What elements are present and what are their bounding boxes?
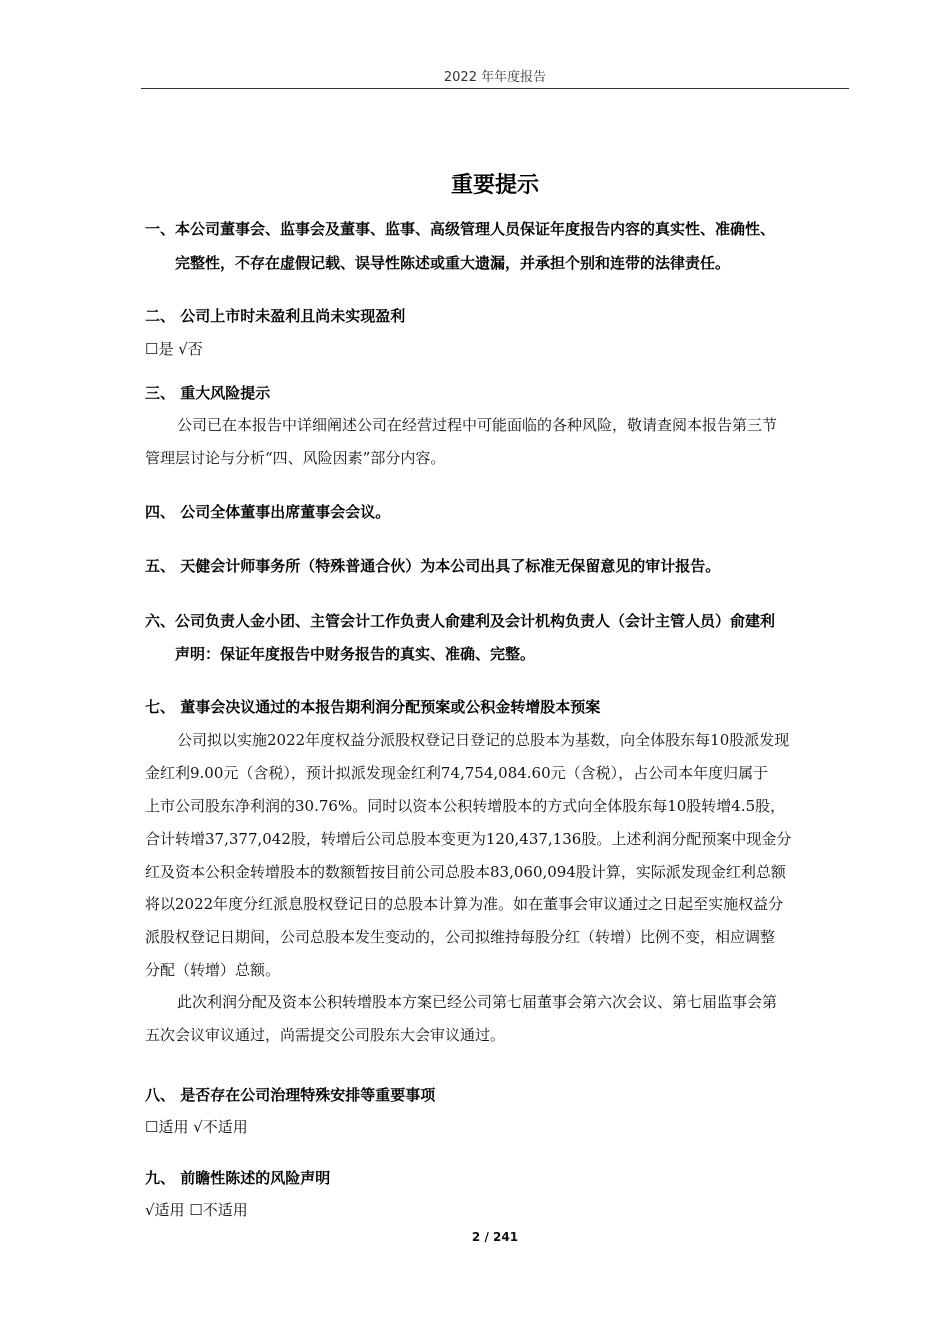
section-4-heading: 四、 公司全体董事出席董事会会议。 xyxy=(145,503,391,521)
section-8-options: ☐适用 √不适用 xyxy=(145,1118,248,1136)
header-divider xyxy=(141,88,849,89)
section-9-heading: 九、 前瞻性陈述的风险声明 xyxy=(145,1169,331,1187)
section-6-line-2: 声明：保证年度报告中财务报告的真实、准确、完整。 xyxy=(175,645,536,663)
page-title: 重要提示 xyxy=(450,173,539,198)
section-6-line-1: 六、公司负责人金小团、主管会计工作负责人俞建利及会计机构负责人（会计主管人员）俞建利 xyxy=(145,612,776,630)
section-3-heading: 三、 重大风险提示 xyxy=(145,384,271,402)
section-7-para-2-line: 五次会议审议通过，尚需提交公司股东大会审议通过。 xyxy=(145,1026,506,1044)
section-1-line-2: 完整性，不存在虚假记载、误导性陈述或重大遗漏，并承担个别和连带的法律责任。 xyxy=(175,254,731,272)
section-3-line-1: 公司已在本报告中详细阐述公司在经营过程中可能面临的各种风险，敬请查阅本报告第三节 xyxy=(177,416,778,434)
section-5-heading: 五、 天健会计师事务所（特殊普通合伙）为本公司出具了标准无保留意见的审计报告。 xyxy=(145,557,721,575)
section-7-para-2-line: 此次利润分配及资本公积转增股本方案已经公司第七届董事会第六次会议、第七届监事会第 xyxy=(177,993,778,1011)
section-7-para-1-line: 公司拟以实施2022年度权益分派股权登记日登记的总股本为基数，向全体股东每10股派发现 xyxy=(177,731,790,749)
section-7-heading: 七、 董事会决议通过的本报告期利润分配预案或公积金转增股本预案 xyxy=(145,698,601,716)
section-7-para-1-line: 金红利9.00元（含税），预计拟派发现金红利74,754,084.60元（含税），占公司本年度归属于 xyxy=(145,764,769,782)
section-2-options: ☐是 √否 xyxy=(145,340,203,358)
running-header: 2022 年年度报告 xyxy=(443,70,547,85)
section-7-para-1-line: 红及资本公积金转增股本的数额暂按目前公司总股本83,060,094股计算，实际派发现金红利总额 xyxy=(145,863,786,881)
section-9-options: √适用 ☐不适用 xyxy=(145,1201,248,1219)
section-8-heading: 八、 是否存在公司治理特殊安排等重要事项 xyxy=(145,1086,436,1104)
section-1-line-1: 一、本公司董事会、监事会及董事、监事、高级管理人员保证年度报告内容的真实性、准确性、 xyxy=(145,220,776,238)
section-7-para-1-line: 将以2022年度分红派息股权登记日的总股本计算为准。如在董事会审议通过之日起至实施权益分 xyxy=(145,895,784,913)
page-number: 2 / 241 xyxy=(471,1230,519,1244)
section-3-line-2: 管理层讨论与分析“四、风险因素”部分内容。 xyxy=(145,449,446,467)
section-7-para-1-line: 合计转增37,377,042股，转增后公司总股本变更为120,437,136股。上述利润分配预案中现金分 xyxy=(145,830,792,848)
section-7-para-1-line: 分配（转增）总额。 xyxy=(145,961,281,979)
section-7-para-1-line: 上市公司股东净利润的30.76%。同时以资本公积转增股本的方式向全体股东每10股转增4.5股， xyxy=(145,797,786,815)
section-2-heading: 二、 公司上市时未盈利且尚未实现盈利 xyxy=(145,307,406,325)
section-7-para-1-line: 派股权登记日期间，公司总股本发生变动的，公司拟维持每股分红（转增）比例不变，相应调整 xyxy=(145,928,776,946)
